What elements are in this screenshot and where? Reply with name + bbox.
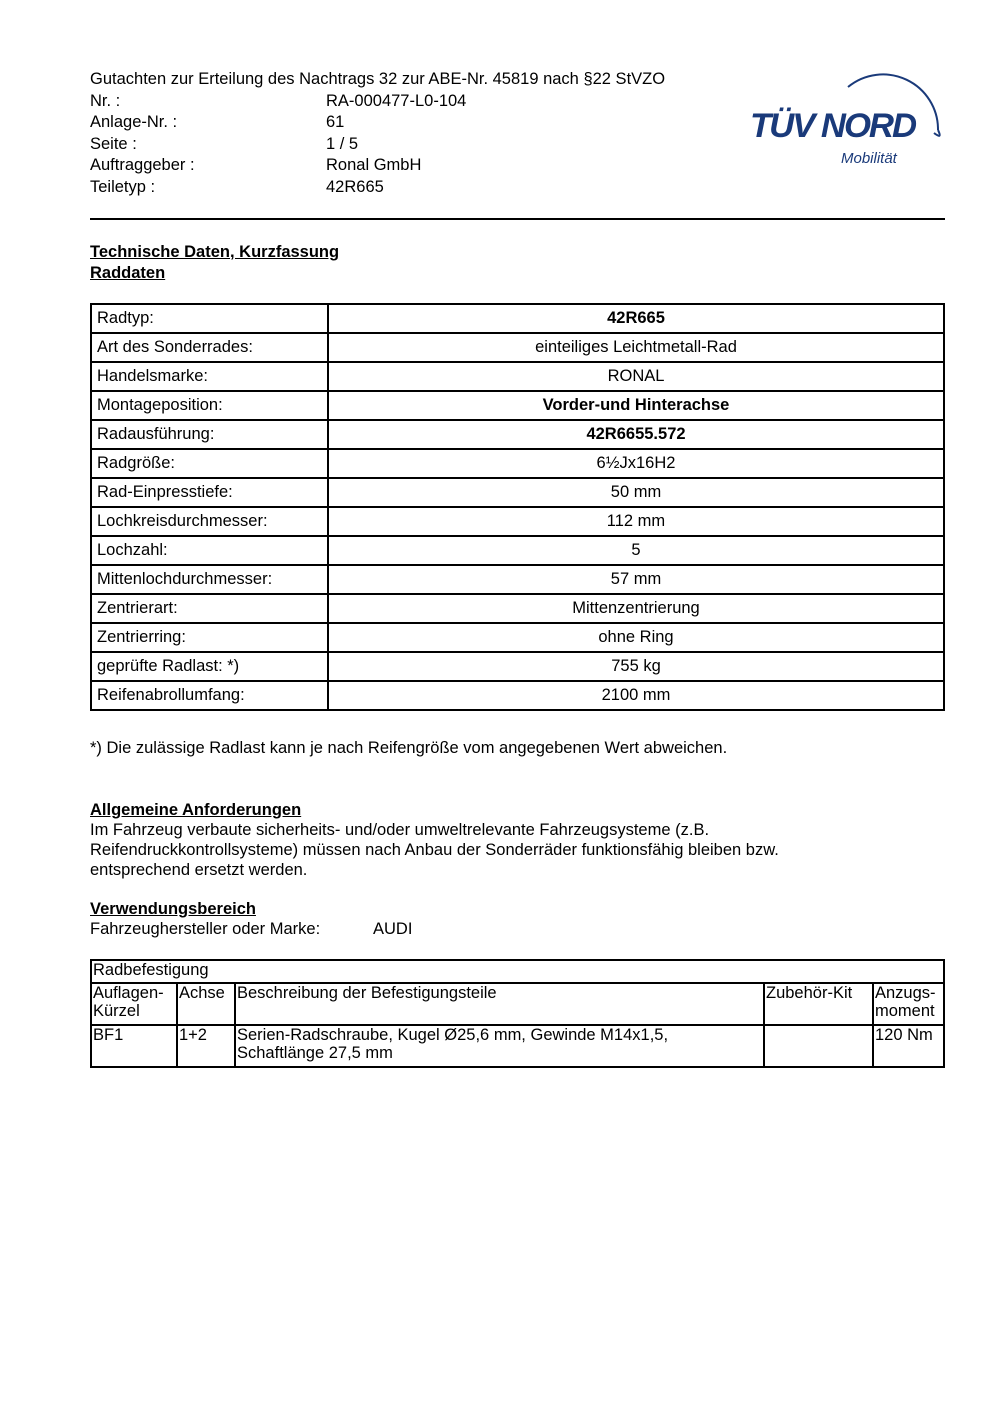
row-value: RONAL [328,362,944,391]
row-value: 2100 mm [328,681,944,710]
logo-brand: TÜV NORD [750,107,917,145]
table-row [91,362,944,391]
table-row [91,623,944,652]
table-row [91,565,944,594]
column-header: Auflagen- Kürzel [91,983,177,1025]
table-row [91,507,944,536]
header-divider [90,218,945,220]
table-header-row [91,983,944,1025]
manufacturer-value: AUDI [373,920,413,938]
row-key: Zentrierring: [91,623,328,652]
row-value: 6½Jx16H2 [328,449,944,478]
row-key: Art des Sonderrades: [91,333,328,362]
section-subtitle: Raddaten [90,264,166,282]
paragraph-line: Im Fahrzeug verbaute sicherheits- und/oder umweltrelevante Fahrzeugsysteme (z.B. [90,821,710,839]
table-row [91,449,944,478]
tuv-nord-logo [748,45,948,170]
row-key: Radtyp: [91,304,328,333]
raddaten-table [90,303,945,711]
row-value: ohne Ring [328,623,944,652]
column-header: Anzugs- moment [873,983,944,1025]
header-row-auftraggeber [90,155,665,177]
row-value: 42R665 [328,304,944,333]
header-row-seite [90,134,665,156]
row-key: Mittenlochdurchmesser: [91,565,328,594]
header-label: Seite : [90,134,137,153]
table-row [91,652,944,681]
table-cell: Serien-Radschraube, Kugel Ø25,6 mm, Gewinde M14x1,5, Schaftlänge 27,5 mm [235,1025,764,1067]
header-row-anlage [90,112,665,134]
row-key: Rad-Einpresstiefe: [91,478,328,507]
verwendungsbereich [90,899,412,939]
table-title: Radbefestigung [91,960,944,983]
row-key: Handelsmarke: [91,362,328,391]
header-value: 1 / 5 [326,134,359,153]
row-value: einteiliges Leichtmetall-Rad [328,333,944,362]
table-row [91,333,944,362]
header-label: Nr. : [90,91,121,110]
row-value: 57 mm [328,565,944,594]
table-row [91,304,944,333]
allgemeine-anforderungen [90,800,779,880]
header-value: 42R665 [326,177,384,196]
table-cell [764,1025,873,1067]
header-label: Anlage-Nr. : [90,113,178,131]
table-row [91,420,944,449]
row-value: Mittenzentrierung [328,594,944,623]
row-key: Montageposition: [91,391,328,420]
row-key: Reifenabrollumfang: [91,681,328,710]
table-title-row [91,960,944,983]
radbefestigung-table [90,959,945,1068]
row-key: Lochzahl: [91,536,328,565]
table-row [91,594,944,623]
section-heading: Allgemeine Anforderungen [90,801,302,819]
row-key: Radausführung: [91,420,328,449]
header-value: RA-000477-L0-104 [326,91,467,110]
table-row [91,536,944,565]
table-cell: 1+2 [177,1025,235,1067]
table-row [91,478,944,507]
row-value: 50 mm [328,478,944,507]
manufacturer-line [90,919,412,939]
document-header [90,69,665,198]
row-value: Vorder-und Hinterachse [328,391,944,420]
table-row [91,681,944,710]
column-header: Zubehör-Kit [764,983,873,1025]
column-header: Beschreibung der Befestigungsteile [235,983,764,1025]
row-key: Radgröße: [91,449,328,478]
radlast-footnote: *) Die zulässige Radlast kann je nach Reifengröße vom angegebenen Wert abweichen. [90,739,728,757]
logo-arc-end [934,130,940,136]
row-key: Lochkreisdurchmesser: [91,507,328,536]
paragraph-line: Reifendruckkontrollsysteme) müssen nach Anbau der Sonderräder funktionsfähig bleiben bzw. [90,841,779,859]
row-key: geprüfte Radlast: *) [91,652,328,681]
section-title-block [90,242,339,284]
paragraph-line: entsprechend ersetzt werden. [90,861,308,879]
header-label: Teiletyp : [90,177,156,196]
row-key: Zentrierart: [91,594,328,623]
logo-subtitle: Mobilität [841,150,897,167]
column-header: Achse [177,983,235,1025]
section-title: Technische Daten, Kurzfassung [90,243,340,261]
manufacturer-label: Fahrzeughersteller oder Marke: [90,920,321,938]
row-value: 755 kg [328,652,944,681]
row-value: 112 mm [328,507,944,536]
header-row-teiletyp [90,177,665,199]
row-value: 42R6655.572 [328,420,944,449]
header-label: Auftraggeber : [90,156,195,174]
header-row-nr [90,91,665,113]
table-cell: BF1 [91,1025,177,1067]
document-title: Gutachten zur Erteilung des Nachtrags 32 zur ABE-Nr. 45819 nach §22 StVZO [90,70,666,88]
header-value: Ronal GmbH [326,156,422,174]
table-cell: 120 Nm [873,1025,944,1067]
section-heading: Verwendungsbereich [90,900,256,918]
table-row [91,1025,944,1067]
row-value: 5 [328,536,944,565]
table-row [91,391,944,420]
header-value: 61 [326,113,345,131]
